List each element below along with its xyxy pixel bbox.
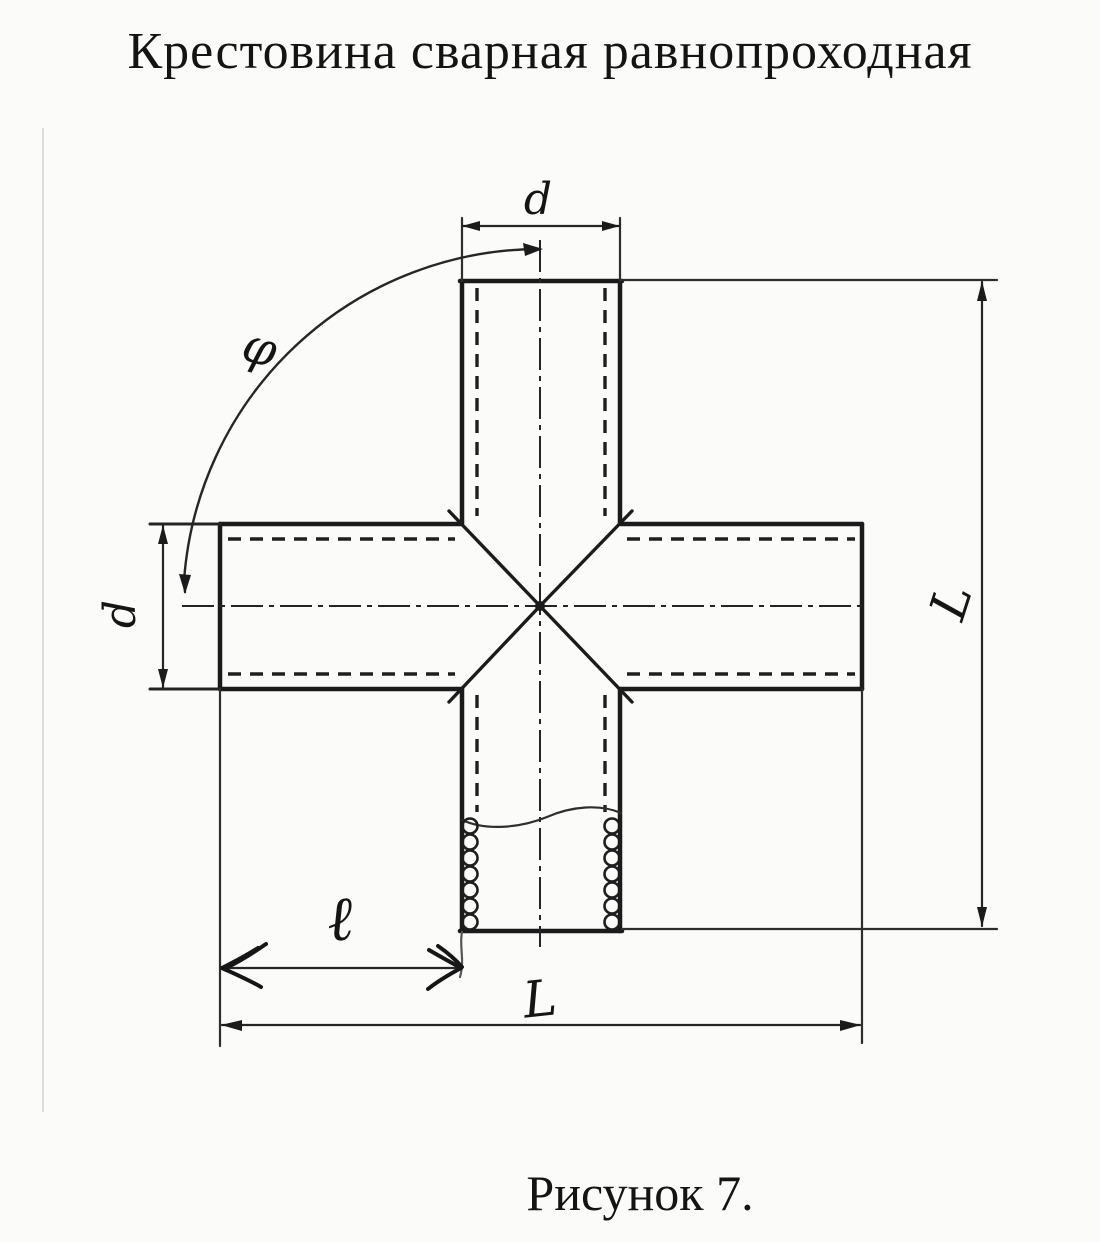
dimension-bottom-l: [222, 881, 462, 989]
label-length-bottom: L: [520, 968, 560, 1030]
dimension-left-d: [95, 525, 168, 688]
inner-wall-dashed-lines: [228, 288, 855, 812]
arrowhead: [179, 574, 191, 594]
arrowhead: [840, 1020, 861, 1031]
label-angle: φ: [236, 316, 284, 380]
arrowhead: [602, 221, 620, 231]
label-offset-bottom: ℓ: [324, 881, 356, 956]
weld-bead-left: [463, 819, 478, 930]
weld-bead-right: [605, 819, 620, 930]
label-diameter-top: d: [523, 174, 553, 225]
arrowhead: [158, 669, 168, 688]
arrowhead: [462, 221, 480, 231]
centerlines: [182, 240, 862, 947]
dimension-top-d: [462, 174, 620, 231]
label-length-right: L: [918, 576, 984, 627]
angle-arc-dimension: [179, 243, 543, 594]
drawing-title: Крестовина сварная равнопроходная: [127, 23, 973, 80]
arrowhead: [221, 1020, 242, 1031]
figure-caption: Рисунок 7.: [526, 1165, 754, 1221]
dimension-right-L: [918, 281, 987, 927]
arrowhead: [977, 281, 987, 301]
center-point: [535, 601, 545, 611]
break-wavy-line: [462, 807, 621, 827]
hand-arrow-left: [222, 944, 266, 987]
arrowhead: [158, 525, 168, 544]
dimension-bottom-L: [221, 968, 861, 1031]
label-diameter-left: d: [95, 599, 146, 629]
arrowhead: [977, 907, 987, 927]
